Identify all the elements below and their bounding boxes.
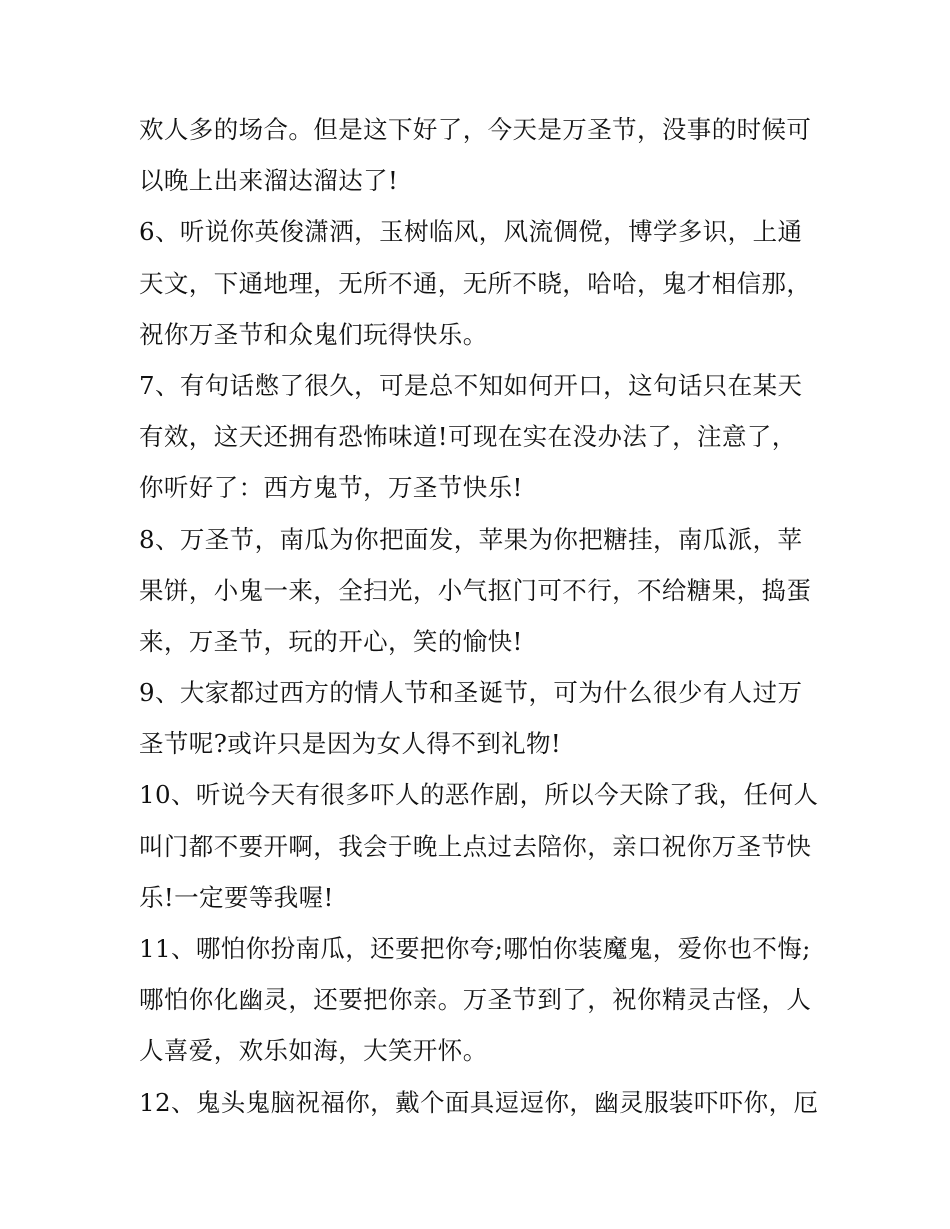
text-line: 叫门都不要开啊，我会于晚上点过去陪你，亲口祝你万圣节快	[139, 831, 812, 861]
text-line: 7、有句话憋了很久，可是总不知如何开口，这句话只在某天	[139, 370, 803, 400]
text-line: 天文，下通地理，无所不通，无所不晓，哈哈，鬼才相信那，	[139, 268, 812, 298]
text-line: 人喜爱，欢乐如海，大笑开怀。	[139, 1036, 488, 1066]
text-line: 圣节呢?或许只是因为女人得不到礼物!	[139, 729, 562, 759]
text-line: 你听好了：西方鬼节，万圣节快乐!	[139, 473, 523, 503]
document-text	[139, 104, 819, 1128]
text-line: 6、听说你英俊潇洒，玉树临风，风流倜傥，博学多识，上通	[139, 217, 803, 247]
text-line: 以晚上出来溜达溜达了!	[139, 166, 399, 196]
text-line: 欢人多的场合。但是这下好了，今天是万圣节，没事的时候可	[139, 115, 812, 144]
text-line: 乐!一定要等我喔!	[139, 882, 334, 912]
text-line: 10、听说今天有很多吓人的恶作剧，所以今天除了我，任何人	[139, 780, 819, 810]
text-line: 11、哪怕你扮南瓜，还要把你夸;哪怕你装魔鬼，爱你也不悔;	[139, 934, 811, 963]
text-line: 祝你万圣节和众鬼们玩得快乐。	[139, 319, 488, 349]
text-line: 果饼，小鬼一来，全扫光，小气抠门可不行，不给糖果，捣蛋	[139, 575, 812, 605]
text-line: 8、万圣节，南瓜为你把面发，苹果为你把糖挂，南瓜派，苹	[139, 524, 803, 554]
text-line: 哪怕你化幽灵，还要把你亲。万圣节到了，祝你精灵古怪，人	[139, 985, 812, 1015]
text-line: 12、鬼头鬼脑祝福你，戴个面具逗逗你，幽灵服装吓吓你，厄	[139, 1087, 819, 1117]
text-line: 来，万圣节，玩的开心，笑的愉快!	[139, 626, 523, 656]
text-line: 9、大家都过西方的情人节和圣诞节，可为什么很少有人过万	[139, 678, 803, 708]
text-line: 有效，这天还拥有恐怖味道!可现在实在没办法了，注意了，	[139, 422, 797, 452]
